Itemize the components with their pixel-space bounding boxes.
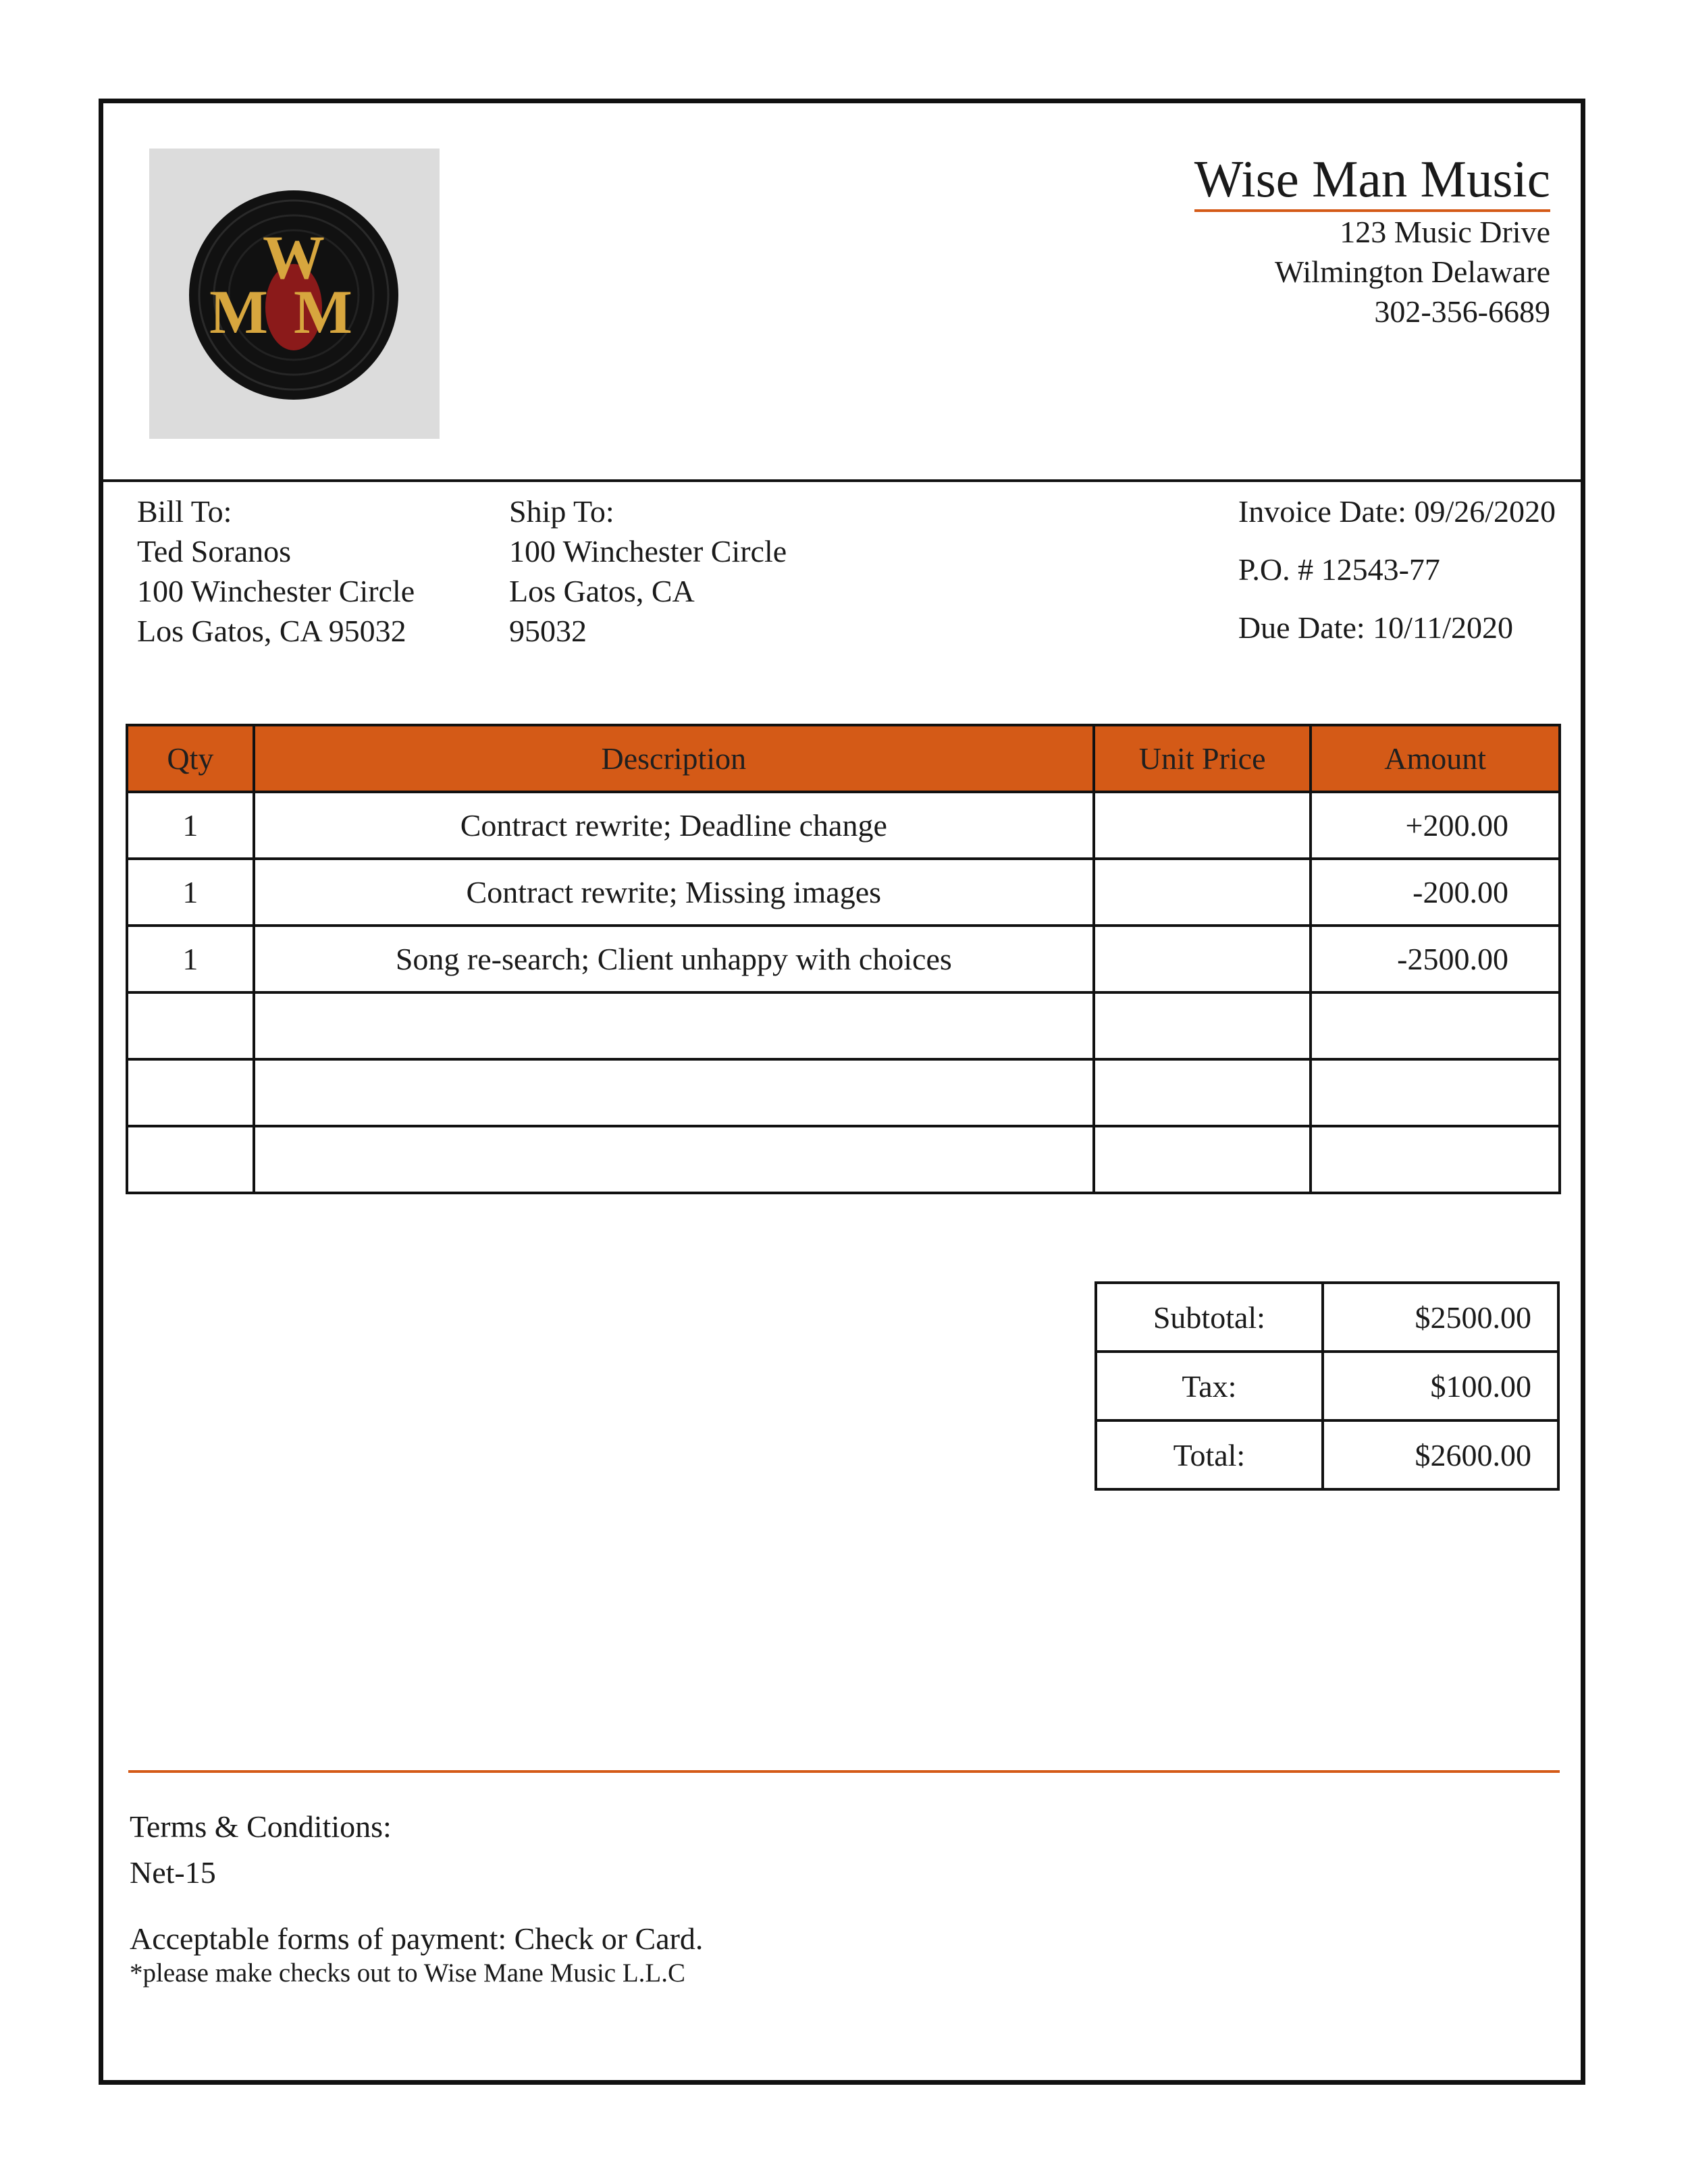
terms-heading: Terms & Conditions:: [130, 1809, 392, 1844]
cell-qty: [127, 1126, 254, 1193]
cell-amount: -200.00: [1311, 859, 1560, 926]
ship-to-street: 100 Winchester Circle: [509, 534, 787, 568]
cell-qty: [127, 1059, 254, 1126]
cell-description: Song re-search; Client unhappy with choices: [254, 926, 1094, 992]
header-unit-price: Unit Price: [1094, 725, 1311, 792]
cell-qty: 1: [127, 859, 254, 926]
company-phone: 302-356-6689: [1374, 294, 1550, 329]
bill-to-city: Los Gatos, CA 95032: [137, 614, 406, 648]
bill-to-street: 100 Winchester Circle: [137, 574, 415, 608]
table-row: [127, 792, 1560, 859]
table-row: [127, 926, 1560, 992]
company-name: Wise Man Music: [1194, 150, 1550, 212]
table-row: [127, 1126, 1560, 1193]
table-row: [127, 992, 1560, 1059]
cell-amount: +200.00: [1311, 792, 1560, 859]
tax-label: Tax:: [1096, 1352, 1323, 1420]
bill-to-name: Ted Soranos: [137, 534, 292, 568]
ship-to-label: Ship To:: [509, 494, 614, 529]
cell-description: [254, 992, 1094, 1059]
ship-to-city: Los Gatos, CA: [509, 574, 695, 608]
invoice-date: Invoice Date: 09/26/2020: [1238, 494, 1556, 529]
subtotal-value: $2500.00: [1323, 1283, 1558, 1352]
logo-letters-bottom: MM: [209, 277, 378, 346]
terms-divider: [128, 1770, 1560, 1773]
logo-letters-top: W: [263, 223, 325, 292]
company-info: [1194, 150, 1550, 331]
terms-net: Net-15: [130, 1855, 216, 1890]
check-payable-note: *please make checks out to Wise Mane Music L.L.C: [130, 1959, 685, 1988]
header-description: Description: [254, 725, 1094, 792]
total-row: [1096, 1420, 1558, 1489]
company-logo: [149, 149, 440, 439]
cell-unit-price: [1094, 926, 1311, 992]
po-number: P.O. # 12543-77: [1238, 552, 1440, 587]
table-row: [127, 859, 1560, 926]
header-qty: Qty: [127, 725, 254, 792]
subtotal-label: Subtotal:: [1096, 1283, 1323, 1352]
cell-qty: [127, 992, 254, 1059]
table-row: [127, 1059, 1560, 1126]
bill-to-block: [137, 491, 415, 651]
line-items-table: [126, 724, 1561, 1194]
table-header-row: [127, 725, 1560, 792]
cell-unit-price: [1094, 1059, 1311, 1126]
ship-to-block: [509, 491, 787, 651]
cell-description: Contract rewrite; Deadline change: [254, 792, 1094, 859]
header-amount: Amount: [1311, 725, 1560, 792]
cell-unit-price: [1094, 792, 1311, 859]
cell-amount: [1311, 992, 1560, 1059]
cell-qty: 1: [127, 792, 254, 859]
invoice-details: [1238, 491, 1556, 666]
total-value: $2600.00: [1323, 1420, 1558, 1489]
ship-to-zip: 95032: [509, 614, 587, 648]
totals-table: [1094, 1281, 1560, 1491]
cell-amount: [1311, 1126, 1560, 1193]
cell-amount: [1311, 1059, 1560, 1126]
bill-to-label: Bill To:: [137, 494, 232, 529]
cell-unit-price: [1094, 859, 1311, 926]
total-label: Total:: [1096, 1420, 1323, 1489]
header-divider: [99, 479, 1585, 482]
cell-amount: -2500.00: [1311, 926, 1560, 992]
company-address-line1: 123 Music Drive: [1340, 215, 1550, 249]
cell-qty: 1: [127, 926, 254, 992]
cell-description: Contract rewrite; Missing images: [254, 859, 1094, 926]
cell-unit-price: [1094, 1126, 1311, 1193]
payment-methods: Acceptable forms of payment: Check or Card.: [130, 1921, 704, 1956]
tax-value: $100.00: [1323, 1352, 1558, 1420]
cell-unit-price: [1094, 992, 1311, 1059]
due-date: Due Date: 10/11/2020: [1238, 610, 1513, 645]
subtotal-row: [1096, 1283, 1558, 1352]
cell-description: [254, 1126, 1094, 1193]
tax-row: [1096, 1352, 1558, 1420]
company-address-line2: Wilmington Delaware: [1274, 255, 1550, 289]
cell-description: [254, 1059, 1094, 1126]
